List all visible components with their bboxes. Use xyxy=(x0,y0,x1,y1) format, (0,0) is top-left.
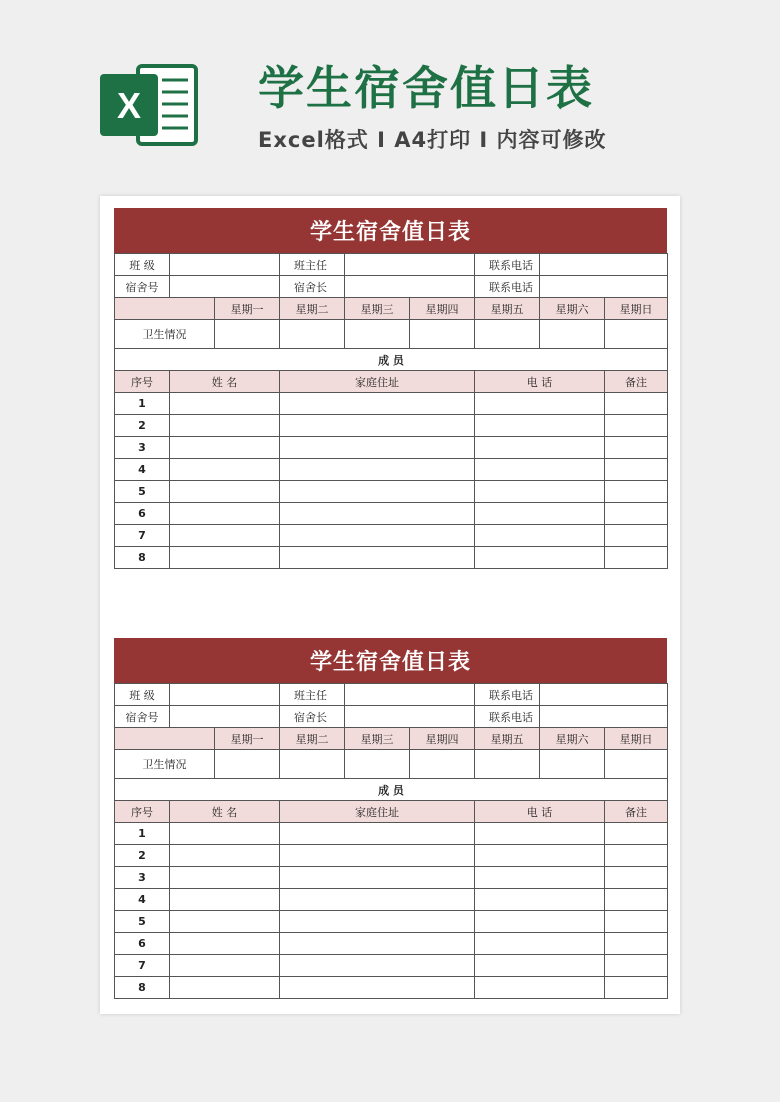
hygiene-cell[interactable] xyxy=(540,750,605,779)
hygiene-cell[interactable] xyxy=(475,750,540,779)
note-cell[interactable] xyxy=(605,867,668,889)
duty-sheet-1 xyxy=(114,208,667,569)
address-cell[interactable] xyxy=(280,415,475,437)
address-cell[interactable] xyxy=(280,911,475,933)
duty-sheet-2 xyxy=(114,638,667,999)
table-row xyxy=(115,867,668,889)
col-phone: 电 话 xyxy=(475,801,605,823)
weekday-header-row xyxy=(115,728,668,750)
note-cell[interactable] xyxy=(605,415,668,437)
hygiene-cell[interactable] xyxy=(475,320,540,349)
col-address: 家庭住址 xyxy=(280,801,475,823)
address-cell[interactable] xyxy=(280,867,475,889)
leader-field[interactable] xyxy=(345,276,475,298)
day-mon: 星期一 xyxy=(215,728,280,750)
note-cell[interactable] xyxy=(605,955,668,977)
hygiene-label: 卫生情况 xyxy=(115,750,215,779)
table-row xyxy=(115,955,668,977)
table-row xyxy=(115,393,668,415)
excel-logo-icon xyxy=(100,60,200,150)
name-cell[interactable] xyxy=(170,547,280,569)
members-header-row xyxy=(115,801,668,823)
address-cell[interactable] xyxy=(280,437,475,459)
day-wed: 星期三 xyxy=(345,728,410,750)
table-row xyxy=(115,933,668,955)
col-name: 姓 名 xyxy=(170,371,280,393)
name-cell[interactable] xyxy=(170,437,280,459)
info-row-dorm xyxy=(115,706,668,728)
note-cell[interactable] xyxy=(605,547,668,569)
sheet-title: 学生宿舍值日表 xyxy=(114,638,667,683)
dorm-field[interactable] xyxy=(170,276,280,298)
col-name: 姓 名 xyxy=(170,801,280,823)
table-row xyxy=(115,823,668,845)
note-cell[interactable] xyxy=(605,845,668,867)
address-cell[interactable] xyxy=(280,977,475,999)
name-cell[interactable] xyxy=(170,459,280,481)
address-cell[interactable] xyxy=(280,503,475,525)
row-number: 8 xyxy=(115,547,170,569)
phone-cell[interactable] xyxy=(475,977,605,999)
address-cell[interactable] xyxy=(280,845,475,867)
duty-table xyxy=(114,683,668,999)
dorm-label: 宿舍号 xyxy=(115,706,170,728)
phone-label: 联系电话 xyxy=(475,254,540,276)
members-label: 成 员 xyxy=(115,349,668,371)
day-sun: 星期日 xyxy=(605,298,668,320)
phone-cell[interactable] xyxy=(475,867,605,889)
hygiene-cell[interactable] xyxy=(345,320,410,349)
name-cell[interactable] xyxy=(170,823,280,845)
col-phone: 电 话 xyxy=(475,371,605,393)
address-cell[interactable] xyxy=(280,547,475,569)
members-header-row xyxy=(115,371,668,393)
address-cell[interactable] xyxy=(280,933,475,955)
page-subtitle: Excel格式 I A4打印 I 内容可修改 xyxy=(258,128,607,152)
day-sun: 星期日 xyxy=(605,728,668,750)
teacher-label: 班主任 xyxy=(280,684,345,706)
phone-cell[interactable] xyxy=(475,547,605,569)
name-cell[interactable] xyxy=(170,933,280,955)
hygiene-cell[interactable] xyxy=(215,320,280,349)
address-cell[interactable] xyxy=(280,823,475,845)
weekday-header-row xyxy=(115,298,668,320)
note-cell[interactable] xyxy=(605,503,668,525)
weekday-corner xyxy=(115,298,215,320)
name-cell[interactable] xyxy=(170,415,280,437)
phone-cell[interactable] xyxy=(475,525,605,547)
day-fri: 星期五 xyxy=(475,298,540,320)
name-cell[interactable] xyxy=(170,503,280,525)
phone-cell[interactable] xyxy=(475,481,605,503)
note-cell[interactable] xyxy=(605,823,668,845)
phone-cell[interactable] xyxy=(475,459,605,481)
note-cell[interactable] xyxy=(605,911,668,933)
phone-field[interactable] xyxy=(540,684,668,706)
row-number: 6 xyxy=(115,503,170,525)
phone-cell[interactable] xyxy=(475,911,605,933)
address-cell[interactable] xyxy=(280,955,475,977)
day-thu: 星期四 xyxy=(410,728,475,750)
hygiene-cell[interactable] xyxy=(345,750,410,779)
note-cell[interactable] xyxy=(605,393,668,415)
phone-label: 联系电话 xyxy=(475,684,540,706)
table-row xyxy=(115,503,668,525)
col-note: 备注 xyxy=(605,371,668,393)
row-number: 7 xyxy=(115,955,170,977)
hygiene-cell[interactable] xyxy=(410,750,475,779)
hygiene-label: 卫生情况 xyxy=(115,320,215,349)
name-cell[interactable] xyxy=(170,481,280,503)
table-row xyxy=(115,889,668,911)
phone-label-2: 联系电话 xyxy=(475,706,540,728)
note-cell[interactable] xyxy=(605,933,668,955)
day-tue: 星期二 xyxy=(280,298,345,320)
teacher-field[interactable] xyxy=(345,254,475,276)
row-number: 4 xyxy=(115,889,170,911)
class-field[interactable] xyxy=(170,254,280,276)
phone-cell[interactable] xyxy=(475,393,605,415)
day-wed: 星期三 xyxy=(345,298,410,320)
phone-cell[interactable] xyxy=(475,437,605,459)
day-thu: 星期四 xyxy=(410,298,475,320)
day-mon: 星期一 xyxy=(215,298,280,320)
members-title-row xyxy=(115,349,668,371)
leader-field[interactable] xyxy=(345,706,475,728)
name-cell[interactable] xyxy=(170,393,280,415)
row-number: 7 xyxy=(115,525,170,547)
table-row xyxy=(115,911,668,933)
col-address: 家庭住址 xyxy=(280,371,475,393)
phone-cell[interactable] xyxy=(475,955,605,977)
name-cell[interactable] xyxy=(170,845,280,867)
hygiene-cell[interactable] xyxy=(280,320,345,349)
day-tue: 星期二 xyxy=(280,728,345,750)
hygiene-cell[interactable] xyxy=(410,320,475,349)
phone-field-2[interactable] xyxy=(540,706,668,728)
dorm-label: 宿舍号 xyxy=(115,276,170,298)
table-row xyxy=(115,547,668,569)
dorm-field[interactable] xyxy=(170,706,280,728)
phone-field[interactable] xyxy=(540,254,668,276)
name-cell[interactable] xyxy=(170,867,280,889)
teacher-label: 班主任 xyxy=(280,254,345,276)
note-cell[interactable] xyxy=(605,525,668,547)
hygiene-row xyxy=(115,320,668,349)
row-number: 8 xyxy=(115,977,170,999)
paper-sheet xyxy=(100,196,680,1014)
name-cell[interactable] xyxy=(170,977,280,999)
day-fri: 星期五 xyxy=(475,728,540,750)
table-row xyxy=(115,437,668,459)
address-cell[interactable] xyxy=(280,889,475,911)
phone-cell[interactable] xyxy=(475,845,605,867)
address-cell[interactable] xyxy=(280,459,475,481)
col-no: 序号 xyxy=(115,371,170,393)
phone-cell[interactable] xyxy=(475,503,605,525)
row-number: 3 xyxy=(115,437,170,459)
hygiene-cell[interactable] xyxy=(215,750,280,779)
page-title: 学生宿舍值日表 xyxy=(258,61,594,115)
leader-label: 宿舍长 xyxy=(280,706,345,728)
weekday-corner xyxy=(115,728,215,750)
hygiene-cell[interactable] xyxy=(605,750,668,779)
table-row xyxy=(115,977,668,999)
name-cell[interactable] xyxy=(170,955,280,977)
header xyxy=(0,0,780,190)
row-number: 2 xyxy=(115,415,170,437)
phone-cell[interactable] xyxy=(475,933,605,955)
duty-table xyxy=(114,253,668,569)
note-cell[interactable] xyxy=(605,437,668,459)
members-label: 成 员 xyxy=(115,779,668,801)
phone-cell[interactable] xyxy=(475,823,605,845)
col-no: 序号 xyxy=(115,801,170,823)
members-title-row xyxy=(115,779,668,801)
day-sat: 星期六 xyxy=(540,298,605,320)
col-note: 备注 xyxy=(605,801,668,823)
row-number: 5 xyxy=(115,911,170,933)
name-cell[interactable] xyxy=(170,911,280,933)
class-field[interactable] xyxy=(170,684,280,706)
svg-text:X: X xyxy=(116,85,142,126)
row-number: 5 xyxy=(115,481,170,503)
name-cell[interactable] xyxy=(170,525,280,547)
info-row-class xyxy=(115,254,668,276)
phone-cell[interactable] xyxy=(475,889,605,911)
row-number: 1 xyxy=(115,393,170,415)
hygiene-cell[interactable] xyxy=(540,320,605,349)
table-row xyxy=(115,415,668,437)
address-cell[interactable] xyxy=(280,393,475,415)
info-row-class xyxy=(115,684,668,706)
hygiene-cell[interactable] xyxy=(280,750,345,779)
hygiene-row xyxy=(115,750,668,779)
info-row-dorm xyxy=(115,276,668,298)
phone-cell[interactable] xyxy=(475,415,605,437)
table-row xyxy=(115,845,668,867)
note-cell[interactable] xyxy=(605,481,668,503)
teacher-field[interactable] xyxy=(345,684,475,706)
row-number: 6 xyxy=(115,933,170,955)
table-row xyxy=(115,481,668,503)
row-number: 4 xyxy=(115,459,170,481)
address-cell[interactable] xyxy=(280,525,475,547)
sheet-title: 学生宿舍值日表 xyxy=(114,208,667,253)
row-number: 2 xyxy=(115,845,170,867)
hygiene-cell[interactable] xyxy=(605,320,668,349)
name-cell[interactable] xyxy=(170,889,280,911)
table-row xyxy=(115,525,668,547)
day-sat: 星期六 xyxy=(540,728,605,750)
note-cell[interactable] xyxy=(605,977,668,999)
row-number: 1 xyxy=(115,823,170,845)
phone-field-2[interactable] xyxy=(540,276,668,298)
note-cell[interactable] xyxy=(605,889,668,911)
address-cell[interactable] xyxy=(280,481,475,503)
class-label: 班 级 xyxy=(115,254,170,276)
phone-label-2: 联系电话 xyxy=(475,276,540,298)
leader-label: 宿舍长 xyxy=(280,276,345,298)
table-row xyxy=(115,459,668,481)
note-cell[interactable] xyxy=(605,459,668,481)
row-number: 3 xyxy=(115,867,170,889)
class-label: 班 级 xyxy=(115,684,170,706)
